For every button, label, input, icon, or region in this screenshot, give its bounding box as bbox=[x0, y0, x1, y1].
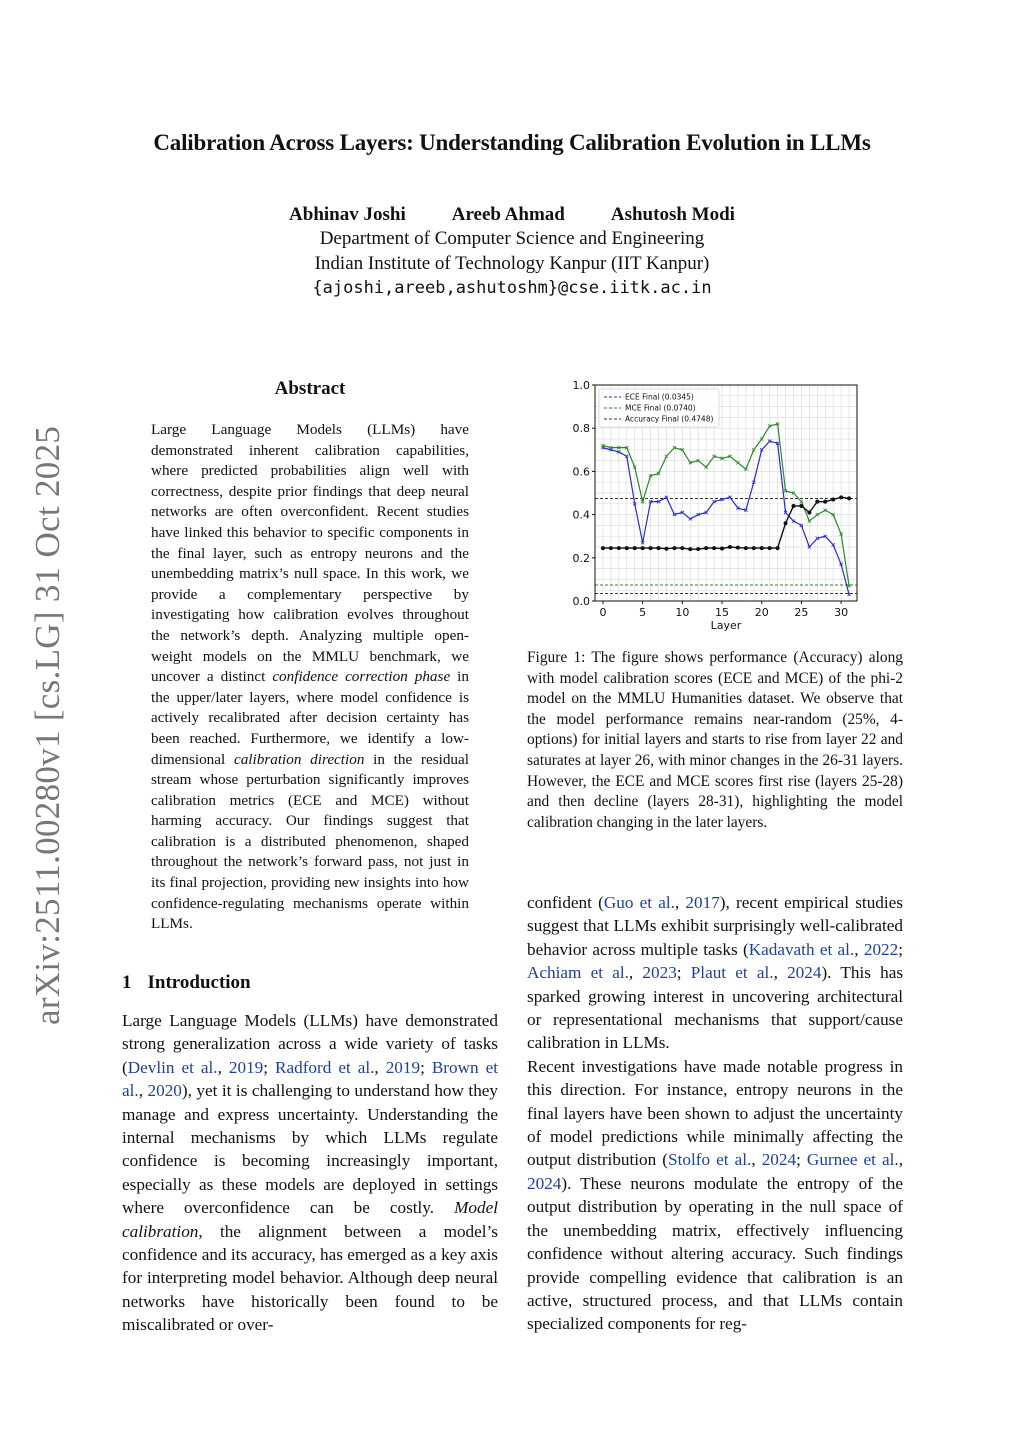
y-tick-label: 0.8 bbox=[572, 422, 590, 436]
legend-label: Accuracy Final (0.4748) bbox=[625, 414, 714, 424]
data-point bbox=[784, 521, 788, 525]
affiliation-institute: Indian Institute of Technology Kanpur (IIT Kanpur) bbox=[314, 253, 710, 274]
data-point bbox=[696, 547, 700, 551]
data-point bbox=[847, 496, 851, 500]
author-name: Areeb Ahmad bbox=[451, 204, 565, 225]
data-point bbox=[609, 546, 613, 550]
data-point bbox=[839, 495, 843, 499]
introduction-text: Large Language Models (LLMs) have demonstrated strong generalization across a wide variety of tasks (Devlin et al., 2019; Radford et al., 2019; Brown et al., 2020), yet it is challenging to understand how they manage and express uncertainty. Understanding the internal mechanisms by which LLMs regulate confidence is becoming increasingly important, especially as these models are deployed in settings where overconfidence can be costly. Model calibration, the alignment between a model’s confidence and its accuracy, has emerged as a key axis for interpreting model behavior. Although deep neural networks have historically been found to be miscalibrated or over- bbox=[122, 1011, 499, 1335]
data-point bbox=[831, 497, 835, 501]
x-tick-label: 10 bbox=[675, 606, 690, 619]
citation-link[interactable]: 2020 bbox=[147, 1081, 182, 1101]
citation-link[interactable]: 2022 bbox=[863, 939, 899, 959]
affiliation-department: Department of Computer Science and Engineering bbox=[319, 228, 705, 249]
data-point bbox=[760, 546, 764, 550]
citation-link[interactable]: 2024 bbox=[761, 1150, 797, 1170]
data-point bbox=[641, 546, 645, 550]
data-point bbox=[776, 546, 780, 550]
citation-link[interactable]: Stolfo et al. bbox=[668, 1150, 752, 1170]
chart-x-ticks bbox=[599, 601, 848, 619]
data-point bbox=[680, 546, 684, 550]
x-tick-label: 0 bbox=[599, 606, 607, 619]
calibration-chart bbox=[560, 372, 870, 632]
figure-caption: Figure 1: The figure shows performance (Accuracy) along with model calibration scores (ECE and MCE) of the phi-2 model on the MMLU Humanities dataset. We observe that the model performance remains near-random (25%, 4-options) for initial layers and starts to rise from layer 22 and saturates at layer 26, with minor changes in the 26-31 layers. However, the ECE and MCE scores first rise (layers 25-28) and then decline (layers 28-31), highlighting the model calibration changing in the later layers. bbox=[527, 649, 903, 831]
legend-label: MCE Final (0.0740) bbox=[625, 403, 696, 413]
paragraph: confident (Guo et al., 2017), recent empirical studies suggest that LLMs exhibit surprisingly well-calibrated behavior across multiple tasks (Kadavath et al., 2022; Achiam et al., 2023; Plaut et al., 2024). This has sparked growing interest in uncovering architectural or representational mechanisms that support/cause calibration in LLMs. bbox=[527, 893, 904, 1053]
data-point bbox=[752, 546, 756, 550]
data-point bbox=[617, 546, 621, 550]
right-column-text bbox=[527, 891, 903, 1336]
data-point bbox=[657, 546, 661, 550]
citation-link[interactable]: Plaut et al. bbox=[690, 963, 774, 983]
y-tick-label: 1.0 bbox=[572, 379, 590, 392]
y-tick-label: 0.6 bbox=[572, 465, 590, 479]
section-title: Introduction bbox=[147, 972, 251, 993]
citation-link[interactable]: Devlin et al. bbox=[127, 1057, 218, 1077]
data-point bbox=[799, 504, 803, 508]
arxiv-stamp: arXiv:2511.00280v1 [cs.LG] 31 Oct 2025 bbox=[28, 425, 67, 1025]
citation-link[interactable]: 2024 bbox=[787, 963, 822, 983]
citation-link[interactable]: Radford et al. bbox=[275, 1057, 375, 1077]
x-tick-label: 25 bbox=[794, 606, 809, 619]
author-name: Abhinav Joshi bbox=[289, 204, 406, 225]
citation-link[interactable]: 2024 bbox=[527, 1173, 562, 1193]
data-point bbox=[649, 546, 653, 550]
author-email[interactable]: {ajoshi,areeb,ashutoshm}@cse.iitk.ac.in bbox=[312, 278, 712, 298]
section-number: 1 bbox=[122, 972, 132, 993]
data-point bbox=[672, 546, 676, 550]
data-point bbox=[736, 546, 740, 550]
data-point bbox=[728, 545, 732, 549]
y-tick-label: 0.0 bbox=[572, 595, 590, 608]
data-point bbox=[625, 546, 629, 550]
citation-link[interactable]: Guo et al. bbox=[603, 893, 675, 912]
citation-link[interactable]: Kadavath et al. bbox=[748, 939, 855, 959]
data-point bbox=[720, 547, 724, 551]
citation-link[interactable]: Gurnee et al. bbox=[806, 1150, 899, 1170]
data-point bbox=[601, 546, 605, 550]
data-point bbox=[633, 546, 637, 550]
paragraph: Recent investigations have made notable progress in this direction. For instance, entropy neurons in the final layers have been shown to adjust the uncertainty of model predictions while minimally affecting the output distribution (Stolfo et al., 2024; Gurnee et al., 2024). These neurons modulate the entropy of the output distribution by operating in the null space of the unembedding matrix, effectively influencing confidence without altering accuracy. Such findings provide compelling evidence that calibration is an active, structured process, and that LLMs contain specialized components for reg- bbox=[527, 1056, 904, 1334]
abstract-heading: Abstract bbox=[274, 378, 346, 399]
citation-link[interactable]: 2017 bbox=[685, 893, 720, 912]
data-point bbox=[823, 500, 827, 504]
data-point bbox=[807, 510, 811, 514]
data-point bbox=[664, 547, 668, 551]
data-point bbox=[712, 546, 716, 550]
chart-y-ticks bbox=[573, 379, 596, 608]
paper-title: Calibration Across Layers: Understanding Calibration Evolution in LLMs bbox=[153, 130, 871, 155]
abstract-text: Large Language Models (LLMs) have demonstrated inherent calibration capabilities, where predicted probabilities align well with correctness, despite prior findings that deep neural networks are often overconfident. Recent studies have linked this behavior to specific components in the final layer, such as entropy neurons and the unembedding matrix’s null space. In this work, we provide a complementary perspective by investigating how calibration evolves throughout the network’s depth. Analyzing multiple open-weight models on the MMLU benchmark, we uncover a distinct confidence correction phase in the upper/later layers, where model confidence is actively recalibrated after decision certainty has been reached. Furthermore, we identify a low-dimensional calibration direction in the residual stream whose perturbation significantly improves calibration metrics (ECE and MCE) without harming accuracy. Our findings suggest that calibration is a distributed phenomenon, shaped throughout the network’s forward pass, not just in its final projection, providing new insights into how confidence-regulating mechanisms operate within LLMs. bbox=[151, 421, 469, 933]
citation-link[interactable]: 2023 bbox=[642, 963, 677, 983]
x-tick-label: 20 bbox=[754, 606, 769, 619]
author-name: Ashutosh Modi bbox=[610, 204, 735, 225]
citation-link[interactable]: 2019 bbox=[228, 1057, 264, 1077]
data-point bbox=[704, 546, 708, 550]
y-tick-label: 0.2 bbox=[572, 551, 590, 565]
legend-label: ECE Final (0.0345) bbox=[625, 392, 694, 402]
section-heading bbox=[122, 972, 251, 994]
citation-link[interactable]: Achiam et al. bbox=[527, 963, 629, 983]
data-point bbox=[768, 546, 772, 550]
data-point bbox=[744, 546, 748, 550]
data-point bbox=[791, 504, 795, 508]
data-point bbox=[815, 500, 819, 504]
citation-link[interactable]: 2019 bbox=[385, 1057, 421, 1077]
data-point bbox=[688, 547, 692, 551]
y-tick-label: 0.4 bbox=[572, 508, 590, 522]
x-tick-label: 15 bbox=[715, 606, 730, 619]
author-list bbox=[0, 204, 1024, 226]
chart-x-label: Layer bbox=[710, 619, 742, 632]
x-tick-label: 30 bbox=[834, 606, 849, 619]
chart-legend bbox=[599, 389, 719, 427]
citation-link[interactable]: Brown et al. bbox=[122, 1057, 499, 1101]
x-tick-label: 5 bbox=[639, 606, 647, 619]
